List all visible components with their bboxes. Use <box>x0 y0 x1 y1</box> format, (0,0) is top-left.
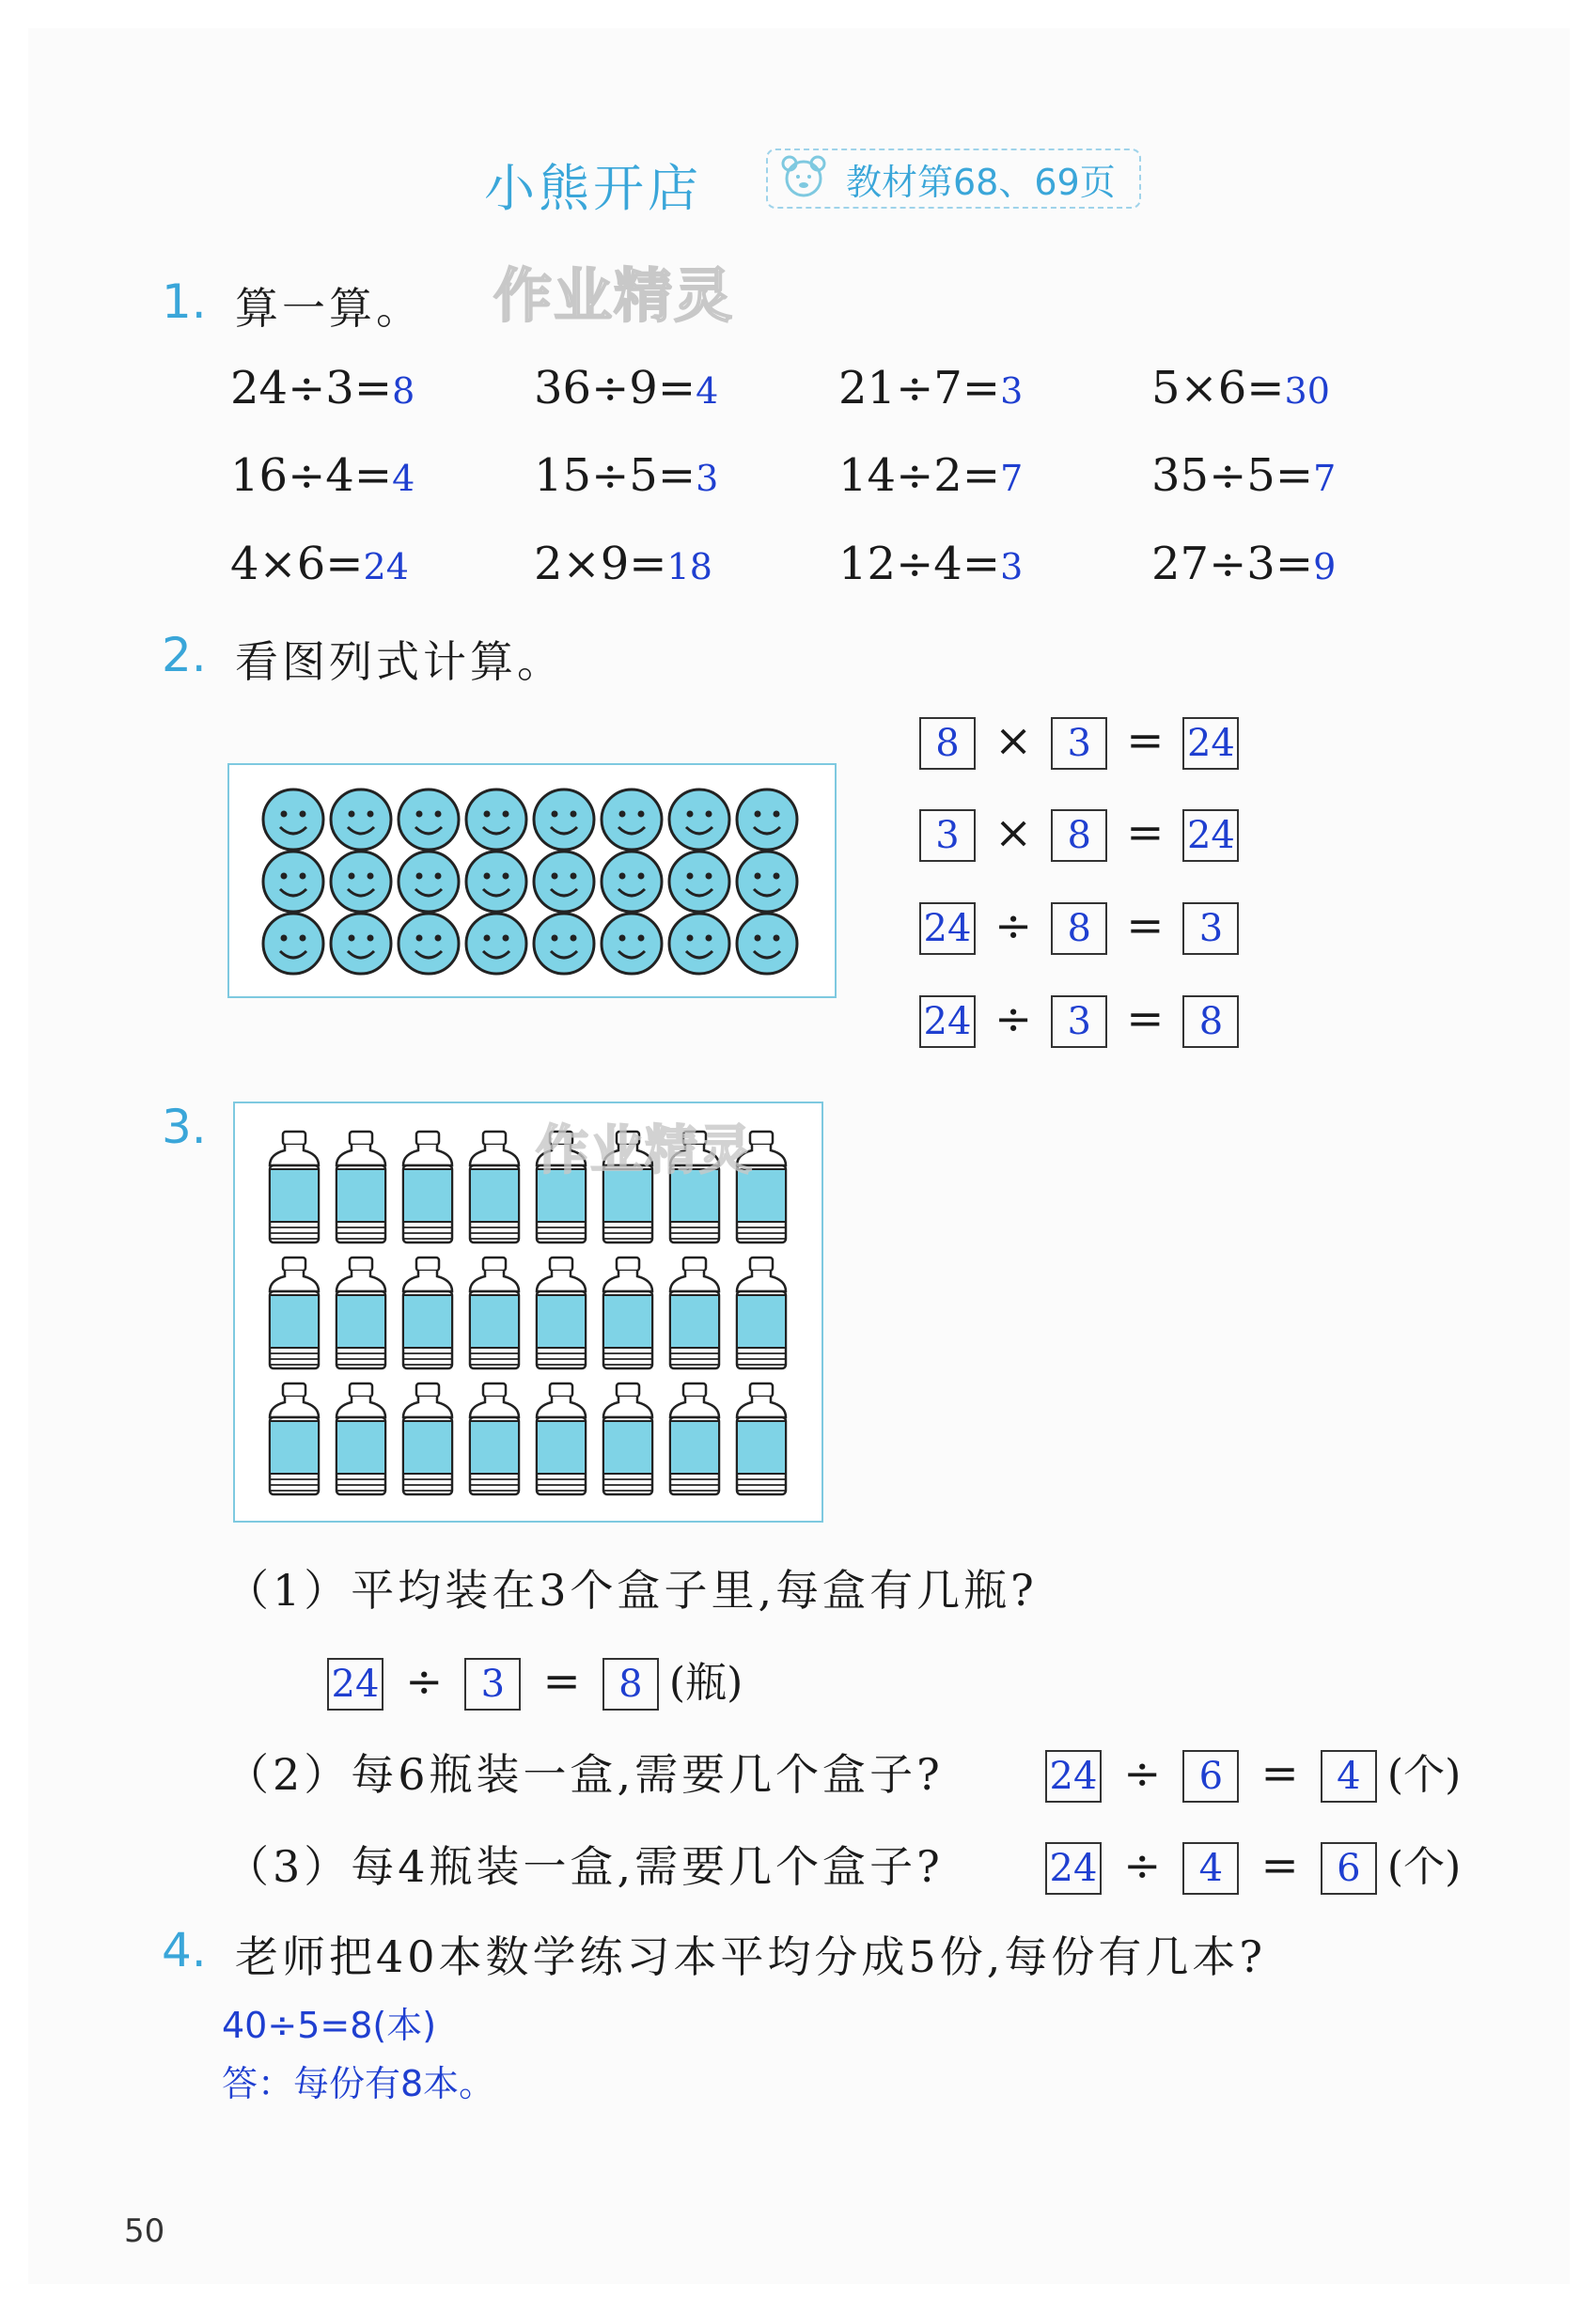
q2-equation <box>919 714 1239 770</box>
smiley-face-icon <box>263 789 323 850</box>
bottle-icon <box>336 1132 385 1242</box>
q1-problem <box>1151 449 1336 502</box>
bottle-icon <box>403 1132 452 1242</box>
bottle-icon <box>470 1132 519 1242</box>
q3-sub2-text: （2）每6瓶装一盒,需要几个盒子? <box>226 1749 944 1800</box>
smiley-face-icon <box>331 914 391 974</box>
q1-problem <box>534 449 718 502</box>
problem-expression: 15÷5= <box>534 449 696 502</box>
answer-box[interactable]: 24 <box>1182 717 1239 770</box>
problem-expression: 14÷2= <box>838 449 1001 502</box>
q1-problem <box>230 362 415 414</box>
equals: = <box>1126 806 1165 859</box>
problem-expression: 27÷3= <box>1151 538 1314 590</box>
bottle-icon <box>670 1383 719 1494</box>
problem-answer[interactable]: 3 <box>1000 370 1024 412</box>
bottle-icon <box>270 1132 319 1242</box>
answer-box[interactable]: 8 <box>1182 995 1239 1048</box>
answer-box[interactable]: 4 <box>1182 1842 1239 1895</box>
smiley-face-icon <box>331 789 391 850</box>
unit: (瓶) <box>668 1659 743 1707</box>
equals: = <box>1126 899 1165 952</box>
q1-problem <box>838 449 1023 502</box>
answer-box[interactable]: 4 <box>1321 1750 1377 1803</box>
q2-text: 看图列式计算。 <box>235 636 564 687</box>
q3-sub1-equation <box>327 1649 743 1711</box>
smiley-face-icon <box>263 852 323 912</box>
q2-equation <box>919 899 1239 955</box>
answer-box[interactable]: 24 <box>1045 1750 1102 1803</box>
smiley-face-icon <box>399 789 459 850</box>
bottle-icon <box>603 1258 652 1368</box>
problem-answer[interactable]: 4 <box>392 458 415 499</box>
smiley-faces <box>229 765 835 996</box>
answer-box[interactable]: 3 <box>1182 902 1239 955</box>
bottle-icon <box>537 1383 586 1494</box>
q3-sub1-text: （1）平均装在3个盒子里,每盒有几瓶? <box>226 1565 1038 1616</box>
problem-answer[interactable]: 24 <box>363 546 409 587</box>
smiley-face-icon <box>466 789 526 850</box>
equals: = <box>542 1655 581 1708</box>
answer-box[interactable]: 24 <box>327 1658 383 1711</box>
q3-sub2-equation <box>1045 1741 1461 1803</box>
page-number: 50 <box>124 2212 165 2250</box>
problem-expression: 2×9= <box>534 538 667 590</box>
answer-box[interactable]: 3 <box>464 1658 521 1711</box>
bottle-icon <box>537 1258 586 1368</box>
q2-equation <box>919 992 1239 1048</box>
bottle-icon <box>270 1258 319 1368</box>
q1-text: 算一算。 <box>235 283 423 334</box>
smiley-face-icon <box>534 914 594 974</box>
watermark-2: 作业精灵 <box>536 1120 754 1181</box>
answer-box[interactable]: 24 <box>1182 809 1239 862</box>
answer-box[interactable]: 8 <box>602 1658 659 1711</box>
watermark: 作业精灵 <box>493 261 735 330</box>
problem-answer[interactable]: 7 <box>1000 458 1024 499</box>
unit: (个) <box>1386 1843 1462 1891</box>
smiley-face-icon <box>534 852 594 912</box>
bottle-icon <box>470 1383 519 1494</box>
textbook-ref: 教材第68、69页 <box>846 162 1116 203</box>
problem-expression: 35÷5= <box>1151 449 1314 502</box>
q1-number: 1. <box>162 274 207 329</box>
problem-expression: 5×6= <box>1151 362 1285 414</box>
q1-problem <box>534 538 712 590</box>
problem-expression: 12÷4= <box>838 538 1001 590</box>
problem-answer[interactable]: 8 <box>392 370 415 412</box>
q1-problem <box>1151 538 1336 590</box>
equals: = <box>1260 1839 1299 1892</box>
bottle-icon <box>403 1258 452 1368</box>
problem-expression: 21÷7= <box>838 362 1001 414</box>
bottle-icon <box>403 1383 452 1494</box>
q1-problem <box>230 538 409 590</box>
smiley-face-icon <box>737 914 797 974</box>
problem-answer[interactable]: 3 <box>696 458 719 499</box>
q3-number: 3. <box>162 1100 207 1154</box>
operator: × <box>994 714 1033 767</box>
answer-box[interactable]: 3 <box>1051 717 1107 770</box>
smiley-face-icon <box>534 789 594 850</box>
bottle-icon <box>336 1383 385 1494</box>
operator: ÷ <box>994 899 1033 952</box>
q4-text: 老师把40本数学练习本平均分成5份,每份有几本? <box>235 1931 1267 1982</box>
equals: = <box>1126 714 1165 767</box>
answer-box[interactable]: 24 <box>919 995 976 1048</box>
q1-problem <box>838 362 1023 414</box>
answer-box[interactable]: 6 <box>1321 1842 1377 1895</box>
answer-box[interactable]: 8 <box>1051 902 1107 955</box>
operator: ÷ <box>994 992 1033 1045</box>
operator: ÷ <box>1123 1747 1162 1800</box>
smiley-face-icon <box>466 852 526 912</box>
smiley-face-icon <box>331 852 391 912</box>
problem-answer[interactable]: 3 <box>1000 546 1024 587</box>
smiley-face-icon <box>466 914 526 974</box>
smiley-face-icon <box>399 852 459 912</box>
q3-sub3-text: （3）每4瓶装一盒,需要几个盒子? <box>226 1841 944 1892</box>
problem-answer[interactable]: 9 <box>1313 546 1337 587</box>
bottle-icon <box>670 1258 719 1368</box>
answer-box[interactable]: 24 <box>1045 1842 1102 1895</box>
q2-equation <box>919 806 1239 862</box>
answer-box[interactable]: 3 <box>919 809 976 862</box>
smiley-face-icon <box>737 789 797 850</box>
smiley-face-icon <box>602 914 662 974</box>
problem-answer[interactable]: 18 <box>666 546 712 587</box>
answer-box[interactable]: 6 <box>1182 1750 1239 1803</box>
operator: ÷ <box>1123 1839 1162 1892</box>
problem-expression: 4×6= <box>230 538 364 590</box>
bottle-icon <box>737 1258 786 1368</box>
unit: (个) <box>1386 1751 1462 1799</box>
bottle-icon <box>603 1383 652 1494</box>
equals: = <box>1260 1747 1299 1800</box>
q1-problem <box>838 538 1023 590</box>
q4-answer-sentence: 答：每份有8本。 <box>222 2063 495 2104</box>
smiley-face-icon <box>669 852 729 912</box>
problem-answer[interactable]: 4 <box>696 370 719 412</box>
bottle-icon <box>336 1258 385 1368</box>
answer-box[interactable]: 8 <box>1051 809 1107 862</box>
answer-box[interactable]: 3 <box>1051 995 1107 1048</box>
operator: ÷ <box>405 1655 444 1708</box>
smiley-face-icon <box>399 914 459 974</box>
bear-icon <box>775 150 832 203</box>
q1-problem <box>534 362 718 414</box>
problem-expression: 36÷9= <box>534 362 696 414</box>
problem-answer[interactable]: 7 <box>1313 458 1337 499</box>
smiley-face-icon <box>602 789 662 850</box>
operator: × <box>994 806 1033 859</box>
smiley-face-icon <box>737 852 797 912</box>
q1-problem <box>230 449 415 502</box>
bottle-icon <box>270 1383 319 1494</box>
bottle-icon <box>470 1258 519 1368</box>
smiley-face-icon <box>263 914 323 974</box>
answer-box[interactable]: 24 <box>919 902 976 955</box>
smiley-figure <box>227 763 837 998</box>
smiley-face-icon <box>669 789 729 850</box>
q4-number: 4. <box>162 1923 207 1977</box>
q1-problem <box>1151 362 1330 414</box>
page-title: 小熊开店 <box>484 159 702 218</box>
equals: = <box>1126 992 1165 1045</box>
smiley-face-icon <box>602 852 662 912</box>
q3-sub3-equation <box>1045 1833 1461 1895</box>
problem-expression: 24÷3= <box>230 362 393 414</box>
problem-expression: 16÷4= <box>230 449 393 502</box>
problem-answer[interactable]: 30 <box>1284 370 1330 412</box>
q2-number: 2. <box>162 628 207 682</box>
bottle-icon <box>737 1383 786 1494</box>
q4-answer-equation: 40÷5=8(本) <box>222 2005 437 2046</box>
answer-box[interactable]: 8 <box>919 717 976 770</box>
smiley-face-icon <box>669 914 729 974</box>
